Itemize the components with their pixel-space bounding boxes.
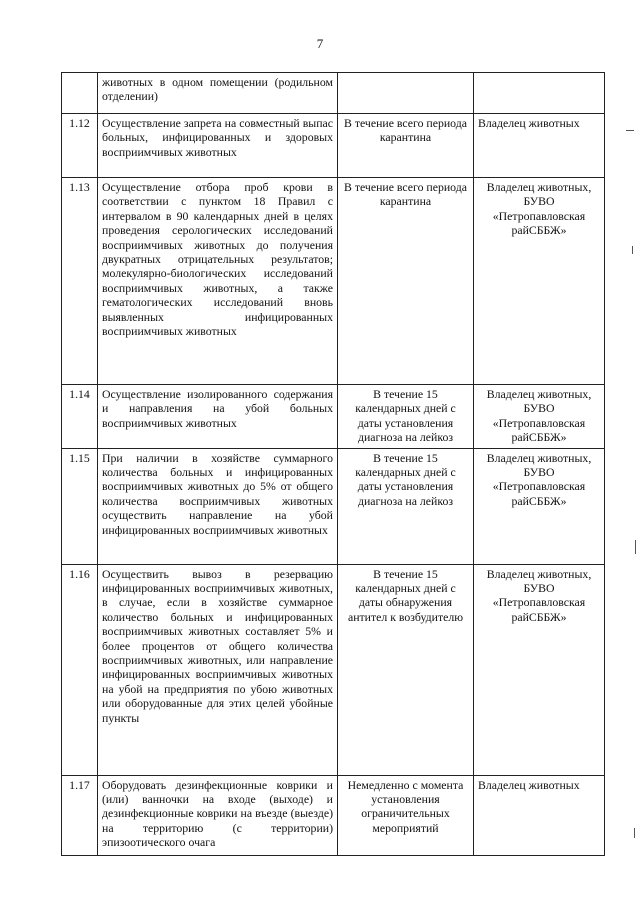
table-row	[62, 775, 605, 855]
row-term	[338, 73, 474, 114]
row-action: Осуществление изолированного содержания и направления на убой больных восприимчивых животных	[98, 385, 338, 449]
row-responsible: Владелец животных, БУВО «Петропавловская райСББЖ»	[474, 385, 605, 449]
row-number	[62, 73, 98, 114]
table-row	[62, 385, 605, 449]
row-term: В течение всего периода карантина	[338, 178, 474, 385]
row-number: 1.16	[62, 564, 98, 775]
row-action: Осуществление отбора проб крови в соответствии с пунктом 18 Правил с интервалом в 90 календарных дней в целях проведения серологических исследований восприимчивых животных до получения двукратных отрицательных результатов; молекулярно-биологических исследований восприимчивых животных, а также гематологических исследований вновь выявленных инфицированных восприимчивых животных	[98, 178, 338, 385]
measures-table	[61, 72, 605, 856]
row-term: В течение всего периода карантина	[338, 114, 474, 178]
row-responsible: Владелец животных	[474, 114, 605, 178]
scan-margin-mark	[634, 828, 635, 838]
row-responsible: Владелец животных, БУВО «Петропавловская райСББЖ»	[474, 448, 605, 564]
scan-margin-mark	[626, 130, 634, 131]
row-action: Оборудовать дезинфекционные коврики и (или) ванночки на входе (выходе) и дезинфекционные коврики на въезде (выезде) на территорию (с территории) эпизоотического очага	[98, 775, 338, 855]
row-term: В течение 15 календарных дней с даты установления диагноза на лейкоз	[338, 385, 474, 449]
row-responsible: Владелец животных, БУВО «Петропавловская райСББЖ»	[474, 564, 605, 775]
row-term: В течение 15 календарных дней с даты обнаружения антител к возбудителю	[338, 564, 474, 775]
row-responsible: Владелец животных, БУВО «Петропавловская райСББЖ»	[474, 178, 605, 385]
table-row	[62, 564, 605, 775]
scan-margin-mark	[635, 540, 636, 554]
row-term: В течение 15 календарных дней с даты установления диагноза на лейкоз	[338, 448, 474, 564]
row-action: Осуществить вывоз в резервацию инфицированных восприимчивых животных, в случае, если в хозяйстве суммарное количество больных и инфицированных восприимчивых животных составляет 5% и более процентов от общего количества восприимчивых животных, или направление инфицированных восприимчивых животных на убой на предприятия по убою животных или оборудованные для этих целей убойные пункты	[98, 564, 338, 775]
row-responsible	[474, 73, 605, 114]
row-action: животных в одном помещении (родильном отделении)	[98, 73, 338, 114]
row-number: 1.14	[62, 385, 98, 449]
row-action: Осуществление запрета на совместный выпас больных, инфицированных и здоровых восприимчивых животных	[98, 114, 338, 178]
row-number: 1.15	[62, 448, 98, 564]
row-responsible: Владелец животных	[474, 775, 605, 855]
row-action: При наличии в хозяйстве суммарного количества больных и инфицированных восприимчивых животных до 5% от общего количества восприимчивых животных осуществить направление на убой инфицированных восприимчивых животных	[98, 448, 338, 564]
table-row	[62, 448, 605, 564]
row-number: 1.12	[62, 114, 98, 178]
row-number: 1.17	[62, 775, 98, 855]
table-row	[62, 114, 605, 178]
page-number: 7	[316, 36, 324, 51]
table-row	[62, 178, 605, 385]
row-term: Немедленно с момента установления ограничительных мероприятий	[338, 775, 474, 855]
table-row	[62, 73, 605, 114]
row-number: 1.13	[62, 178, 98, 385]
scan-margin-mark	[632, 246, 633, 254]
